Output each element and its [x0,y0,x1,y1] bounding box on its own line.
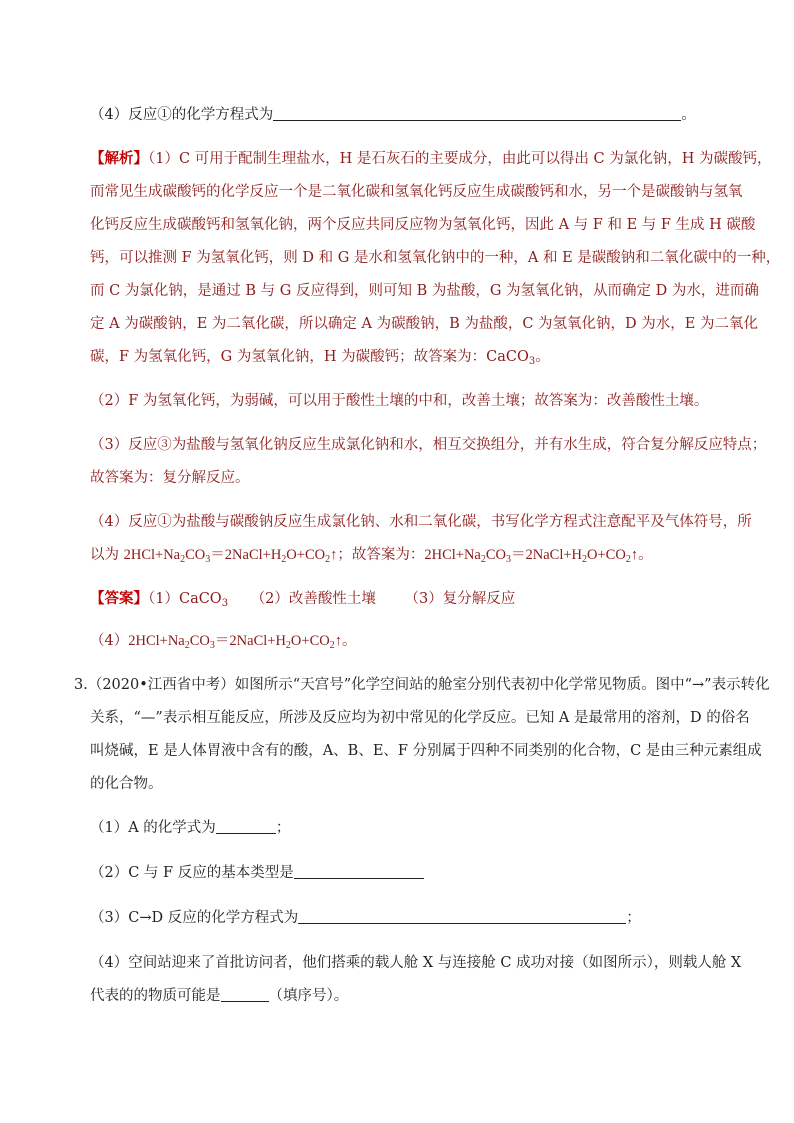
analysis-p4-line-2 [90,543,653,564]
answer-4-suffix: 。 [341,633,357,649]
q3-sub-3 [90,906,641,927]
q3-sub-3-prefix: （3）C→D 反应的化学方程式为 [90,910,299,926]
q3-sub-1-suffix: ； [275,820,291,836]
answer-line-2 [90,629,356,650]
analysis-p2: （2）F 为氢氧化钙，为弱碱，可以用于酸性土壤的中和，改善土壤；故答案为：改善酸性土壤。 [90,393,709,409]
q3-sub-3-suffix: ； [626,910,641,926]
q3-sub-2 [90,861,424,882]
q3-line-1: 3.（2020•江西省中考）如图所示“天宫号”化学空间站的舱室分别代表初中化学常见物质。图中“→”表示转化 [74,677,770,693]
q3-line-2: 关系，“—”表示相互能反应，所涉及反应均为初中常见的化学反应。已知 A 是最常用的溶剂，D 的俗名 [90,710,750,726]
analysis-text: （1）C 可用于配制生理盐水，H 是石灰石的主要成分，由此可以得出 C 为氯化钠，H 为碳酸钙， [148,151,772,167]
q3-sub-4-line-1: （4）空间站迎来了首批访问者，他们搭乘的载人舱 X 与连接舱 C 成功对接（如图所示），则载人舱 X [90,955,742,971]
analysis-line-2: 而常见生成碳酸钙的化学反应一个是二氧化碳和氢氧化钙反应生成碳酸钙和水，另一个是碳酸钠与氢氧 [90,184,743,200]
equation-1: $2HCl+Na_2CO_3=2NaCl+H_2O+CO_2↑$ [123,547,338,565]
q4-suffix: 。 [681,107,696,123]
analysis-label: 【解析】 [90,150,148,167]
q4-blank[interactable] [273,106,681,121]
answer-3: （3）复分解反应 [404,591,516,607]
q3-sub-1-prefix: （1）A 的化学式为 [90,820,216,836]
analysis-line-4: 钙，可以推测 F 为氢氧化钙，则 D 和 G 是水和氢氧化钠中的一种，A 和 E 是碳酸钠和二氧化碳中的一种， [90,250,781,266]
analysis-line-3: 化钙反应生成碳酸钙和氢氧化钠，两个反应共同反应物为氢氧化钙，因此 A 与 F 和 E 与 F 生成 H 碳酸 [90,217,756,233]
p4-suffix: 。 [638,547,653,563]
analysis-line-6: 定 A 为碳酸钠，E 为二氧化碳，所以确定 A 为碳酸钠，B 为盐酸，C 为氢氧化钠，D 为水，E 为二氧化 [90,316,758,332]
answer-4-prefix: （4） [90,633,129,649]
equation-2: $2HCl+Na_2CO_3=2NaCl+H_2O+CO_2↑$ [424,547,639,565]
analysis-line-5: 而 C 为氯化钠，是通过 B 与 G 反应得到，则可知 B 为盐酸，G 为氢氧化钠，从而确定 D 为水，进而确 [90,283,759,299]
q3-sub-4-line-2 [90,984,348,1005]
answer-1: （1）CaCO [148,591,222,607]
q3-sub-2-blank[interactable] [294,864,424,879]
q3-sub-4-suffix: （填序号）。 [268,988,349,1004]
analysis-p3-line-1: （3）反应③为盐酸与氢氧化钠反应生成氯化钠和水，相互交换组分，并有水生成，符合复分解反应特点； [90,437,767,453]
analysis-line-1 [90,147,772,168]
q4-line [90,103,696,124]
answer-4-equation: $2HCl+Na_2CO_3=2NaCl+H_2O+CO_2↑$ [128,633,342,651]
q3-sub-1-blank[interactable] [216,819,276,834]
analysis-p3-line-2: 故答案为：复分解反应。 [90,470,250,486]
analysis-line-7: 碳，F 为氢氧化钙，G 为氢氧化钠，H 为碳酸钙；故答案为：CaCO$_3$。 [90,349,550,367]
q3-line-3: 叫烧碱，E 是人体胃液中含有的酸，A、B、E、F 分别属于四种不同类别的化合物，C 是由三种元素组成 [90,743,762,759]
p4-middle: ；故答案为： [337,547,425,563]
q3-sub-3-blank[interactable] [298,909,626,924]
q3-sub-4-prefix: 代表的的物质可能是 [90,988,221,1004]
answer-label: 【答案】 [90,590,148,607]
q3-sub-4-blank[interactable] [221,987,269,1002]
analysis-p4-line-1: （4）反应①为盐酸与碳酸钠反应生成氯化钠、水和二氧化碳，书写化学方程式注意配平及气体符号，所 [90,514,752,530]
analysis-last-text: 碳，F 为氢氧化钙，G 为氢氧化钠，H 为碳酸钙；故答案为：CaCO [90,349,529,365]
q3-line-4: 的化合物。 [90,776,163,792]
answer-2: （2）改善酸性土壤 [250,591,376,607]
answer-line-1: 【答案】（1）CaCO$_3$ （2）改善酸性土壤 （3）复分解反应 [90,590,516,609]
q3-sub-1 [90,816,290,837]
q3-sub-2-prefix: （2）C 与 F 反应的基本类型是 [90,865,294,881]
q4-prefix: （4）反应①的化学方程式为 [90,107,274,123]
p4-prefix: 以为 [90,547,119,563]
